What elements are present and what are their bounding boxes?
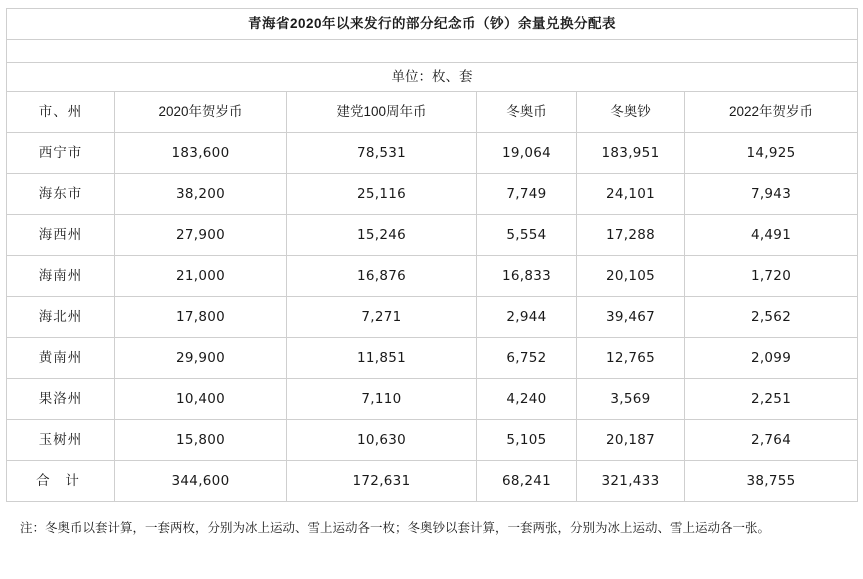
- total-value: 321,433: [577, 461, 685, 502]
- allocation-table: [6, 8, 858, 502]
- title-row: [7, 9, 858, 40]
- table-row: [7, 256, 858, 297]
- row-value: 16,833: [477, 256, 577, 297]
- unit-label: 单位：枚、套: [7, 63, 858, 92]
- column-header-coin-2022: 2022年贺岁币: [685, 92, 858, 133]
- row-value: 20,105: [577, 256, 685, 297]
- column-header-region: 市、州: [7, 92, 115, 133]
- row-region-label: 果洛州: [7, 379, 115, 420]
- row-region-label: 海东市: [7, 174, 115, 215]
- row-region-label: 玉树州: [7, 420, 115, 461]
- row-value: 2,764: [685, 420, 858, 461]
- row-region-label: 海西州: [7, 215, 115, 256]
- document-title: 青海省2020年以来发行的部分纪念币（钞）余量兑换分配表: [7, 9, 858, 40]
- row-value: 12,765: [577, 338, 685, 379]
- row-value: 38,200: [115, 174, 287, 215]
- total-value: 68,241: [477, 461, 577, 502]
- row-value: 29,900: [115, 338, 287, 379]
- row-value: 27,900: [115, 215, 287, 256]
- row-value: 7,943: [685, 174, 858, 215]
- table-row: [7, 420, 858, 461]
- total-row: [7, 461, 858, 502]
- row-value: 2,944: [477, 297, 577, 338]
- row-value: 78,531: [287, 133, 477, 174]
- table-row: [7, 379, 858, 420]
- row-value: 183,600: [115, 133, 287, 174]
- row-region-label: 海北州: [7, 297, 115, 338]
- total-value: 172,631: [287, 461, 477, 502]
- row-value: 3,569: [577, 379, 685, 420]
- row-value: 19,064: [477, 133, 577, 174]
- row-value: 16,876: [287, 256, 477, 297]
- row-value: 39,467: [577, 297, 685, 338]
- row-region-label: 西宁市: [7, 133, 115, 174]
- row-value: 2,099: [685, 338, 858, 379]
- spacer-row: [7, 40, 858, 63]
- total-value: 344,600: [115, 461, 287, 502]
- spacer-cell: [7, 40, 858, 63]
- column-header-coin-olympic: 冬奥币: [477, 92, 577, 133]
- row-value: 7,749: [477, 174, 577, 215]
- row-value: 15,800: [115, 420, 287, 461]
- row-value: 11,851: [287, 338, 477, 379]
- row-value: 2,251: [685, 379, 858, 420]
- row-value: 20,187: [577, 420, 685, 461]
- total-value: 38,755: [685, 461, 858, 502]
- row-value: 24,101: [577, 174, 685, 215]
- row-region-label: 黄南州: [7, 338, 115, 379]
- row-value: 2,562: [685, 297, 858, 338]
- row-value: 25,116: [287, 174, 477, 215]
- row-region-label: 海南州: [7, 256, 115, 297]
- column-header-coin-party100: 建党100周年币: [287, 92, 477, 133]
- row-value: 7,110: [287, 379, 477, 420]
- row-value: 17,800: [115, 297, 287, 338]
- row-value: 5,105: [477, 420, 577, 461]
- row-value: 14,925: [685, 133, 858, 174]
- total-label: 合 计: [7, 461, 115, 502]
- row-value: 4,491: [685, 215, 858, 256]
- unit-row: [7, 63, 858, 92]
- table-row: [7, 174, 858, 215]
- column-header-coin-2020: 2020年贺岁币: [115, 92, 287, 133]
- row-value: 21,000: [115, 256, 287, 297]
- row-value: 10,400: [115, 379, 287, 420]
- table-row: [7, 133, 858, 174]
- table-row: [7, 338, 858, 379]
- row-value: 1,720: [685, 256, 858, 297]
- row-value: 10,630: [287, 420, 477, 461]
- row-value: 4,240: [477, 379, 577, 420]
- table-row: [7, 215, 858, 256]
- header-row: [7, 92, 858, 133]
- footnote: 注：冬奥币以套计算，一套两枚，分别为冰上运动、雪上运动各一枚；冬奥钞以套计算，一套两张，分别为冰上运动、雪上运动各一张。: [20, 521, 771, 535]
- column-header-note-olympic: 冬奥钞: [577, 92, 685, 133]
- row-value: 5,554: [477, 215, 577, 256]
- row-value: 6,752: [477, 338, 577, 379]
- row-value: 15,246: [287, 215, 477, 256]
- row-value: 183,951: [577, 133, 685, 174]
- row-value: 7,271: [287, 297, 477, 338]
- row-value: 17,288: [577, 215, 685, 256]
- table-row: [7, 297, 858, 338]
